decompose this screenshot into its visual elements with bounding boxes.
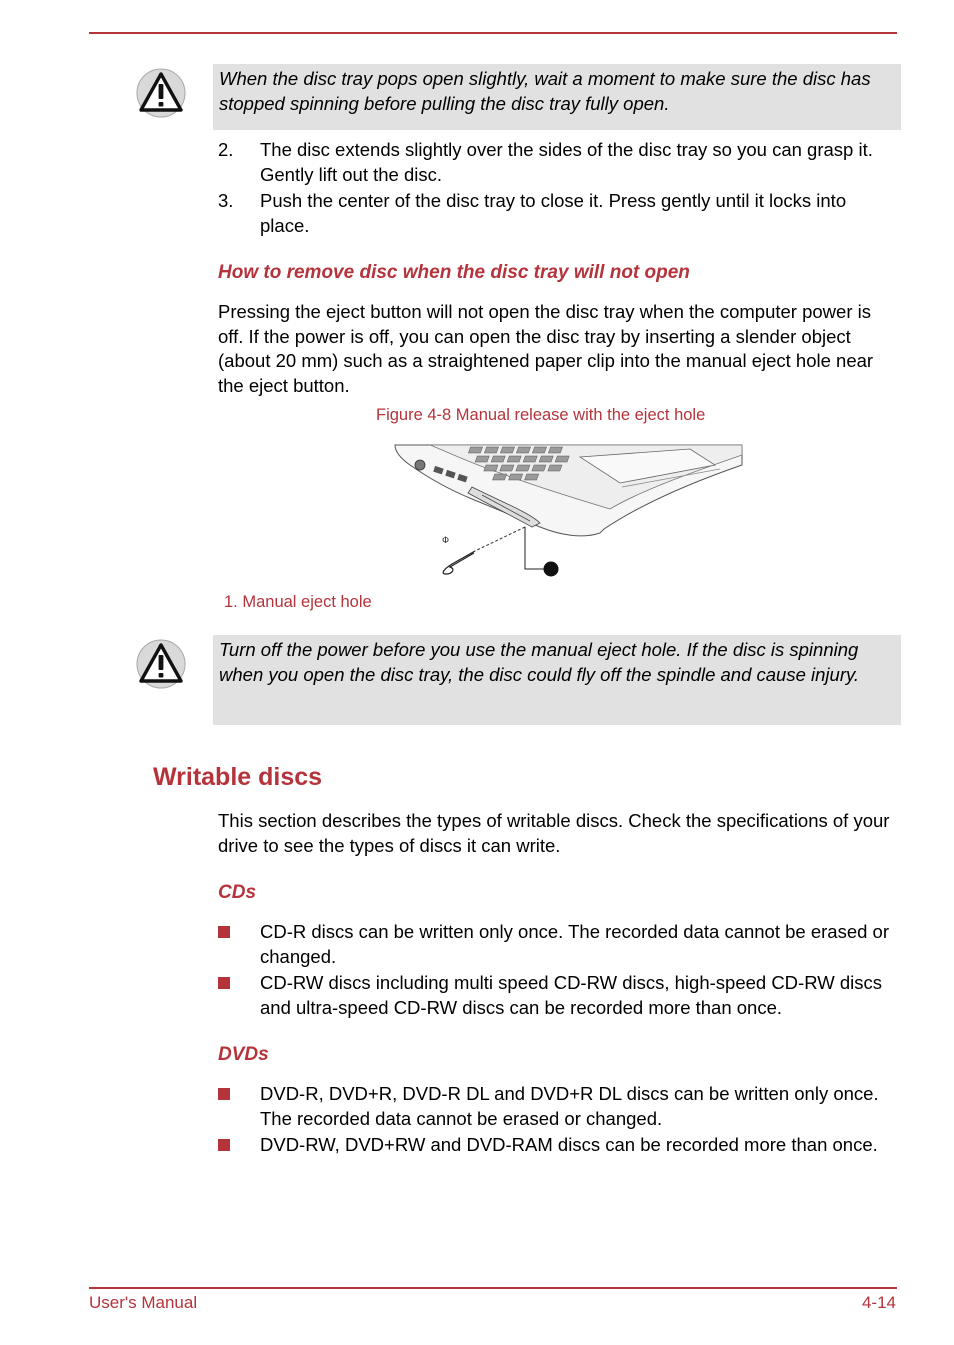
section-title: Writable discs bbox=[153, 763, 323, 791]
step-item bbox=[218, 138, 898, 187]
warning-note bbox=[213, 635, 901, 725]
list-item-text: CD-R discs can be written only once. The recorded data cannot be erased or changed. bbox=[260, 921, 889, 967]
remove-disc-heading: How to remove disc when the disc tray will not open bbox=[218, 262, 690, 283]
list-item bbox=[218, 920, 898, 969]
footer-rule bbox=[89, 1287, 897, 1289]
bullet-square-icon bbox=[218, 926, 230, 938]
list-item-text: CD-RW discs including multi speed CD-RW discs, high-speed CD-RW discs and ultra-speed CD-RW discs can be recorded more than once. bbox=[260, 972, 882, 1018]
list-item-text: DVD-R, DVD+R, DVD-R DL and DVD+R DL discs can be written only once. The recorded data cannot be erased or changed. bbox=[260, 1083, 879, 1129]
step-number: 3. bbox=[218, 190, 234, 211]
list-item-text: DVD-RW, DVD+RW and DVD-RAM discs can be recorded more than once. bbox=[260, 1134, 878, 1155]
bullet-square-icon bbox=[218, 1139, 230, 1151]
figure-caption: Figure 4-8 Manual release with the eject hole bbox=[376, 406, 706, 424]
warning-text: Turn off the power before you use the manual eject hole. If the disc is spinning when you open the disc tray, the disc could fly off the spindle and cause injury. bbox=[219, 639, 859, 685]
step-text: Push the center of the disc tray to close it. Press gently until it locks into place. bbox=[260, 190, 847, 236]
laptop-eject-illustration bbox=[390, 443, 745, 581]
list-item bbox=[218, 1133, 898, 1158]
page-number: 4-14 bbox=[861, 1293, 896, 1312]
dvds-heading: DVDs bbox=[218, 1044, 269, 1065]
cds-heading: CDs bbox=[218, 882, 257, 903]
step-number: 2. bbox=[218, 139, 234, 160]
bullet-square-icon bbox=[218, 1088, 230, 1100]
figure-legend: 1. Manual eject hole bbox=[224, 593, 372, 611]
remove-disc-paragraph: Pressing the eject button will not open the disc tray when the computer power is off. If the power is off, you can open the disc tray by inserting a slender object (about 20 mm) such as a straightened paper clip into the manual eject hole near the eject button. bbox=[218, 301, 874, 396]
list-item bbox=[218, 971, 898, 1020]
warning-icon bbox=[136, 68, 186, 118]
svg-text:Φ: Φ bbox=[442, 536, 450, 546]
step-item bbox=[218, 189, 898, 238]
warning-icon bbox=[136, 639, 186, 689]
bullet-square-icon bbox=[218, 977, 230, 989]
header-rule bbox=[89, 32, 897, 34]
warning-note bbox=[213, 64, 901, 130]
list-item bbox=[218, 1082, 898, 1131]
footer-title: User's Manual bbox=[89, 1293, 198, 1312]
warning-text: When the disc tray pops open slightly, wait a moment to make sure the disc has stopped spinning before pulling the disc tray fully open. bbox=[219, 68, 871, 114]
step-text: The disc extends slightly over the sides of the disc tray so you can grasp it. Gently lift out the disc. bbox=[260, 139, 873, 185]
section-intro: This section describes the types of writable discs. Check the specifications of your drive to see the types of discs it can write. bbox=[218, 810, 890, 856]
